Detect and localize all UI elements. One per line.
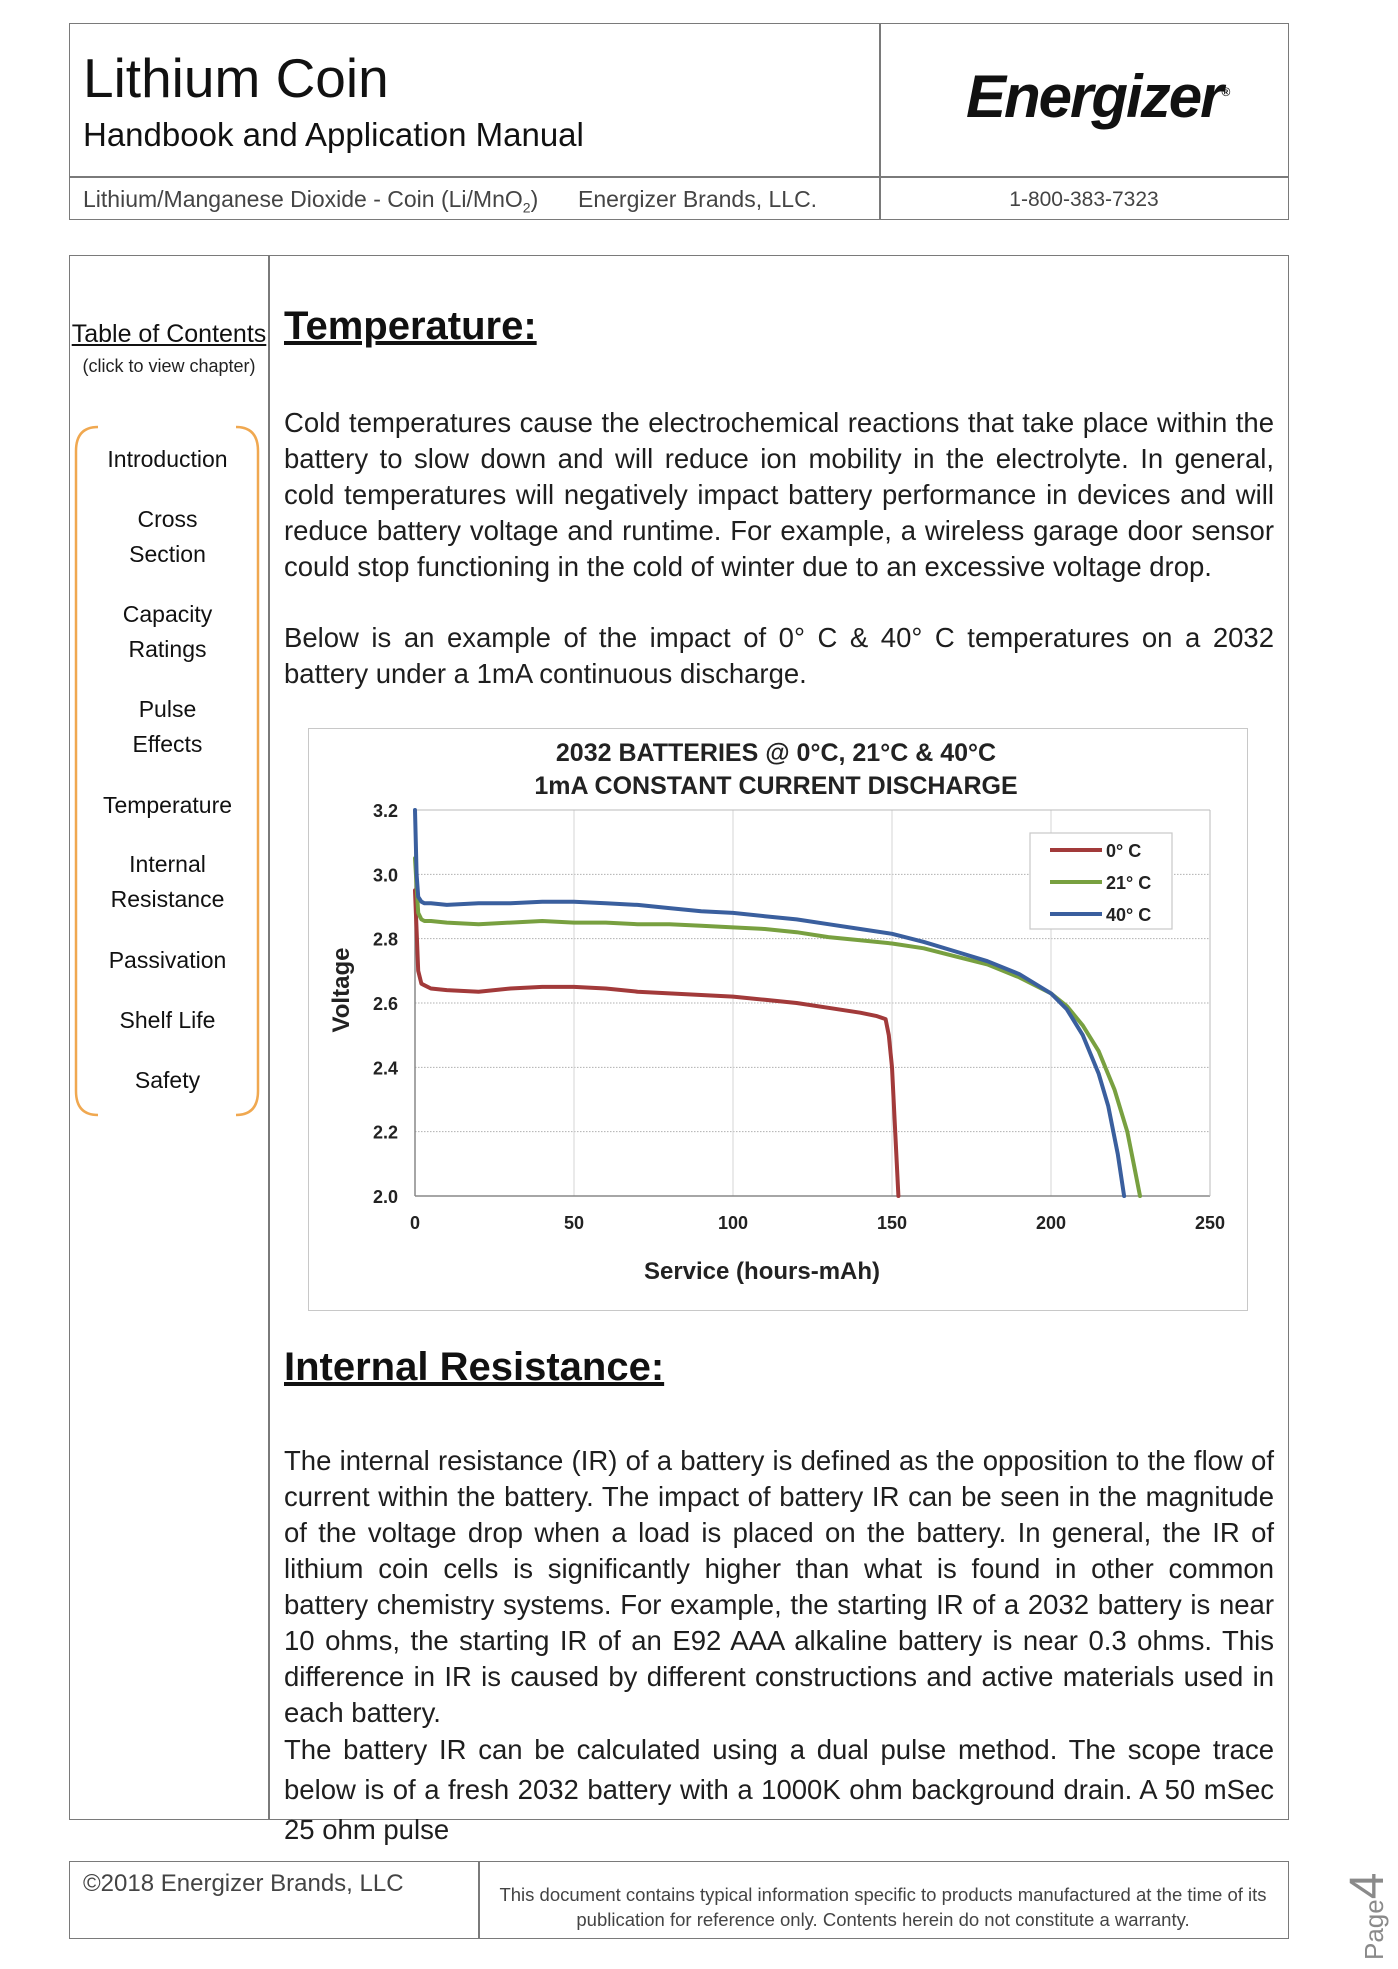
x-tick-label: 250 <box>1194 1213 1226 1233</box>
sidebar-divider <box>268 256 270 1819</box>
chart-legend <box>1030 833 1172 929</box>
temperature-paragraph: Cold temperatures cause the electrochemical reactions that take place within the battery to slow down and will reduce ion mobility in the electrolyte. In general, cold temperatures will negatively impact battery performance in devices and will reduce battery voltage and runtime. For example, a wireless garage door sensor could stop functioning in the cold of winter due to an excessive voltage drop. <box>284 407 1274 582</box>
toc-item-cross-section[interactable]: Cross Section <box>129 506 206 567</box>
disclaimer: This document contains typical information specific to products manufactured at the time of its publication for reference only. Contents herein do not constitute a warranty. <box>499 1884 1267 1930</box>
toc-hint: (click to view chapter) <box>82 356 256 376</box>
chemistry-label: Lithium/Manganese Dioxide - Coin (Li/MnO$_2$) <box>83 186 539 216</box>
toc-item-internal-resistance[interactable]: Internal Resistance <box>110 851 225 912</box>
temperature-heading: Temperature: <box>284 304 537 348</box>
header <box>69 23 1289 220</box>
company-name: Energizer Brands, LLC. <box>578 186 818 212</box>
chart-y-axis-label: Voltage <box>328 947 355 1033</box>
internal-resistance-paragraph: The internal resistance (IR) of a battery is defined as the opposition to the flow of current within the battery. The impact of battery IR can be seen in the magnitude of the voltage drop when a load is placed on the battery. In general, the IR of lithium coin cells is significantly higher than what is found in other common battery chemistry systems. For example, the starting IR of a 2032 battery is near 10 ohms, the starting IR of an E92 AAA alkaline battery is near 0.3 ohms. This difference in IR is caused by different constructions and active materials used in each battery. <box>284 1445 1274 1728</box>
header-divider <box>70 176 1288 178</box>
internal-resistance-heading: Internal Resistance: <box>284 1345 665 1389</box>
x-tick-label: 50 <box>563 1213 585 1233</box>
y-tick-label: 2.6 <box>372 994 398 1014</box>
x-tick-label: 150 <box>876 1213 908 1233</box>
y-tick-label: 3.0 <box>372 865 398 886</box>
toc-item-passivation[interactable]: Passivation <box>108 947 227 973</box>
chart-title: 2032 BATTERIES @ 0°C, 21°C & 40°C <box>555 739 997 767</box>
toc-item-temperature[interactable]: Temperature <box>102 792 233 818</box>
y-tick-label: 2.8 <box>372 929 398 950</box>
y-tick-label: 3.2 <box>372 801 398 821</box>
page-number: Page4 <box>1341 1872 1394 1960</box>
legend-label: 40° C <box>1106 905 1152 925</box>
discharge-chart <box>308 728 1248 1311</box>
legend-label: 21° C <box>1106 873 1152 893</box>
y-tick-label: 2.4 <box>372 1058 398 1079</box>
x-tick-label: 100 <box>717 1213 749 1233</box>
phone-number: 1-800-383-7323 <box>1009 188 1159 211</box>
brand-logo: Energizer® <box>966 63 1231 130</box>
document-title: Lithium Coin <box>83 47 389 109</box>
copyright: ©2018 Energizer Brands, LLC <box>83 1870 404 1897</box>
toc-item-capacity-ratings[interactable]: Capacity Ratings <box>122 601 213 662</box>
temperature-paragraph-example: Below is an example of the impact of 0° C & 40° C temperatures on a 2032 battery under a 1mA continuous discharge. <box>284 622 1274 689</box>
toc-item-pulse-effects[interactable]: Pulse Effects <box>132 696 203 757</box>
footer <box>69 1861 1289 1939</box>
internal-resistance-paragraph-method: The battery IR can be calculated using a dual pulse method. The scope trace below is of a fresh 2032 battery with a 1000K ohm background drain. A 50 mSec 25 ohm pulse <box>284 1734 1274 1845</box>
legend-label: 0° C <box>1106 841 1142 861</box>
x-tick-label: 0 <box>409 1213 421 1233</box>
y-tick-label: 2.2 <box>372 1122 398 1143</box>
chart-subtitle: 1mA CONSTANT CURRENT DISCHARGE <box>534 772 1018 800</box>
toc-title: Table of Contents <box>71 320 267 348</box>
toc-item-safety[interactable]: Safety <box>134 1067 201 1093</box>
toc-item-introduction[interactable]: Introduction <box>107 446 228 472</box>
chart-x-axis-label: Service (hours-mAh) <box>643 1258 881 1285</box>
x-tick-label: 200 <box>1035 1213 1067 1233</box>
document-subtitle: Handbook and Application Manual <box>83 116 584 153</box>
y-tick-label: 2.0 <box>372 1187 398 1207</box>
toc-item-shelf-life[interactable]: Shelf Life <box>119 1007 216 1033</box>
